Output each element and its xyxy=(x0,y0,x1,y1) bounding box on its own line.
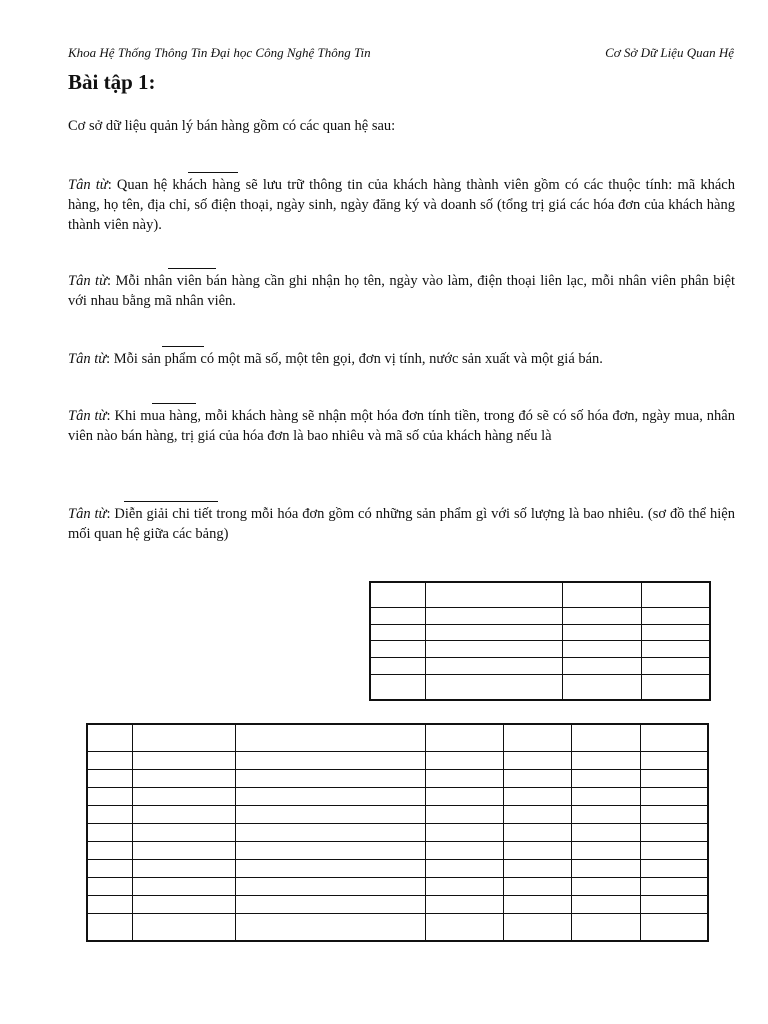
table-cell xyxy=(562,658,641,675)
table-cell xyxy=(236,914,426,941)
table-cell xyxy=(640,823,708,841)
table-cell xyxy=(236,896,426,914)
table-cell xyxy=(640,878,708,896)
table-cell xyxy=(133,878,236,896)
table-cell xyxy=(370,641,426,658)
table-cell xyxy=(426,751,504,769)
paragraph-employee xyxy=(68,271,735,311)
table-row xyxy=(370,582,710,607)
table-cell xyxy=(504,878,572,896)
table-cell xyxy=(133,823,236,841)
table-cell xyxy=(370,607,426,624)
header-faculty: Khoa Hệ Thống Thông Tin Đại học Công Nghệ Thông Tin xyxy=(68,45,371,60)
table-cell xyxy=(87,724,133,751)
paragraph-label: Tân từ xyxy=(68,273,107,289)
table-cell xyxy=(562,675,641,700)
table-cell xyxy=(641,582,710,607)
overline-mark xyxy=(152,403,196,404)
paragraph-label: Tân từ xyxy=(68,408,107,424)
table-cell xyxy=(640,914,708,941)
table-cell xyxy=(572,914,640,941)
table-cell xyxy=(640,769,708,787)
table-cell xyxy=(87,914,133,941)
table-cell xyxy=(133,751,236,769)
table-cell xyxy=(504,787,572,805)
table-cell xyxy=(426,582,562,607)
table-cell xyxy=(504,805,572,823)
paragraph-label: Tân từ xyxy=(68,177,108,193)
table-cell xyxy=(236,724,426,751)
table-cell xyxy=(562,582,641,607)
table-cell xyxy=(640,842,708,860)
table-cell xyxy=(87,878,133,896)
table-cell xyxy=(640,787,708,805)
small-blank-table xyxy=(369,581,711,701)
table-row xyxy=(370,624,710,641)
table-cell xyxy=(504,724,572,751)
table-cell xyxy=(236,787,426,805)
table-cell xyxy=(572,842,640,860)
table-cell xyxy=(87,823,133,841)
table-cell xyxy=(87,751,133,769)
table-cell xyxy=(562,641,641,658)
table-cell xyxy=(640,896,708,914)
table-cell xyxy=(504,896,572,914)
table-cell xyxy=(133,914,236,941)
table-cell xyxy=(641,658,710,675)
paragraph-text: : Khi mua hàng, mỗi khách hàng sẽ nhận một hóa đơn tính tiền, trong đó sẽ có số hóa đơn, ngày mua, nhân viên nào bán hàng, trị giá của hóa đơn là bao nhiêu và mã số của khách hàng nếu là xyxy=(68,408,735,444)
table-cell xyxy=(640,860,708,878)
table-cell xyxy=(370,658,426,675)
table-cell xyxy=(236,751,426,769)
table-cell xyxy=(133,787,236,805)
table-cell xyxy=(426,878,504,896)
table-cell xyxy=(87,842,133,860)
table-cell xyxy=(504,860,572,878)
table-row xyxy=(370,658,710,675)
table-cell xyxy=(426,675,562,700)
table-cell xyxy=(87,860,133,878)
table-cell xyxy=(236,878,426,896)
paragraph-text: : Mỗi sản phẩm có một mã số, một tên gọi, đơn vị tính, nước sản xuất và một giá bán. xyxy=(106,351,603,367)
table-cell xyxy=(133,842,236,860)
paragraph-product xyxy=(68,349,735,369)
table-row xyxy=(87,823,708,841)
table-cell xyxy=(504,823,572,841)
table-cell xyxy=(426,769,504,787)
table-cell xyxy=(426,914,504,941)
table-cell xyxy=(236,769,426,787)
paragraph-text: : Diễn giải chi tiết trong mỗi hóa đơn gồm có những sản phẩm gì với số lượng là bao nhiêu. (sơ đồ thể hiện mối quan hệ giữa các bảng) xyxy=(68,506,735,542)
table-cell xyxy=(87,787,133,805)
table-cell xyxy=(236,805,426,823)
table-cell xyxy=(236,860,426,878)
table-cell xyxy=(641,641,710,658)
paragraph-customer xyxy=(68,175,735,235)
paragraph-text: : Quan hệ khách hàng sẽ lưu trữ thông tin của khách hàng thành viên gồm có các thuộc tính: mã khách hàng, họ tên, địa chỉ, số điện thoại, ngày sinh, ngày đăng ký và doanh số (tổng trị giá các hóa đơn của khách hàng thành viên này). xyxy=(68,177,735,233)
table-cell xyxy=(640,805,708,823)
table-cell xyxy=(572,896,640,914)
paragraph-invoice xyxy=(68,406,735,446)
table-cell xyxy=(572,860,640,878)
table-cell xyxy=(426,860,504,878)
overline-mark xyxy=(124,501,218,502)
table-cell xyxy=(133,896,236,914)
table-cell xyxy=(426,624,562,641)
table-cell xyxy=(87,805,133,823)
table-cell xyxy=(504,751,572,769)
paragraph-invoice-detail xyxy=(68,504,735,544)
table-cell xyxy=(370,624,426,641)
table-row xyxy=(87,805,708,823)
table-cell xyxy=(641,624,710,641)
table-cell xyxy=(426,787,504,805)
table-cell xyxy=(426,842,504,860)
table-cell xyxy=(87,769,133,787)
table-cell xyxy=(562,624,641,641)
table-row xyxy=(87,842,708,860)
table-row xyxy=(87,724,708,751)
table-row xyxy=(87,896,708,914)
table-row xyxy=(87,751,708,769)
table-cell xyxy=(133,860,236,878)
table-cell xyxy=(426,823,504,841)
table-row xyxy=(87,878,708,896)
table-cell xyxy=(426,724,504,751)
intro-text: Cơ sở dữ liệu quản lý bán hàng gồm có các quan hệ sau: xyxy=(68,118,396,134)
table-row xyxy=(87,914,708,941)
table-cell xyxy=(87,896,133,914)
table-cell xyxy=(640,751,708,769)
table-cell xyxy=(426,896,504,914)
table-cell xyxy=(370,582,426,607)
paragraph-label: Tân từ xyxy=(68,351,107,367)
table-cell xyxy=(426,658,562,675)
table-cell xyxy=(426,805,504,823)
table-row xyxy=(370,641,710,658)
large-blank-table xyxy=(86,723,709,942)
table-cell xyxy=(572,724,640,751)
table-row xyxy=(370,675,710,700)
table-cell xyxy=(562,607,641,624)
table-cell xyxy=(504,842,572,860)
table-cell xyxy=(426,641,562,658)
table-cell xyxy=(133,805,236,823)
table-cell xyxy=(641,607,710,624)
table-cell xyxy=(572,751,640,769)
table-cell xyxy=(504,914,572,941)
table-cell xyxy=(133,724,236,751)
table-cell xyxy=(572,878,640,896)
paragraph-label: Tân từ xyxy=(68,506,107,522)
table-cell xyxy=(370,675,426,700)
table-cell xyxy=(572,823,640,841)
table-row xyxy=(87,787,708,805)
table-cell xyxy=(504,769,572,787)
overline-mark xyxy=(162,346,204,347)
table-cell xyxy=(640,724,708,751)
header-course: Cơ Sở Dữ Liệu Quan Hệ xyxy=(605,45,734,60)
table-cell xyxy=(236,823,426,841)
table-cell xyxy=(133,769,236,787)
table-cell xyxy=(426,607,562,624)
table-cell xyxy=(572,787,640,805)
table-cell xyxy=(572,769,640,787)
page-title: Bài tập 1: xyxy=(68,70,156,94)
table-cell xyxy=(572,805,640,823)
overline-mark xyxy=(188,172,238,173)
table-row xyxy=(370,607,710,624)
paragraph-text: : Mỗi nhân viên bán hàng cần ghi nhận họ tên, ngày vào làm, điện thoại liên lạc, mỗi nhân viên phân biệt với nhau bằng mã nhân viên. xyxy=(68,273,735,309)
table-row xyxy=(87,860,708,878)
table-row xyxy=(87,769,708,787)
table-cell xyxy=(236,842,426,860)
overline-mark xyxy=(168,268,216,269)
table-cell xyxy=(641,675,710,700)
